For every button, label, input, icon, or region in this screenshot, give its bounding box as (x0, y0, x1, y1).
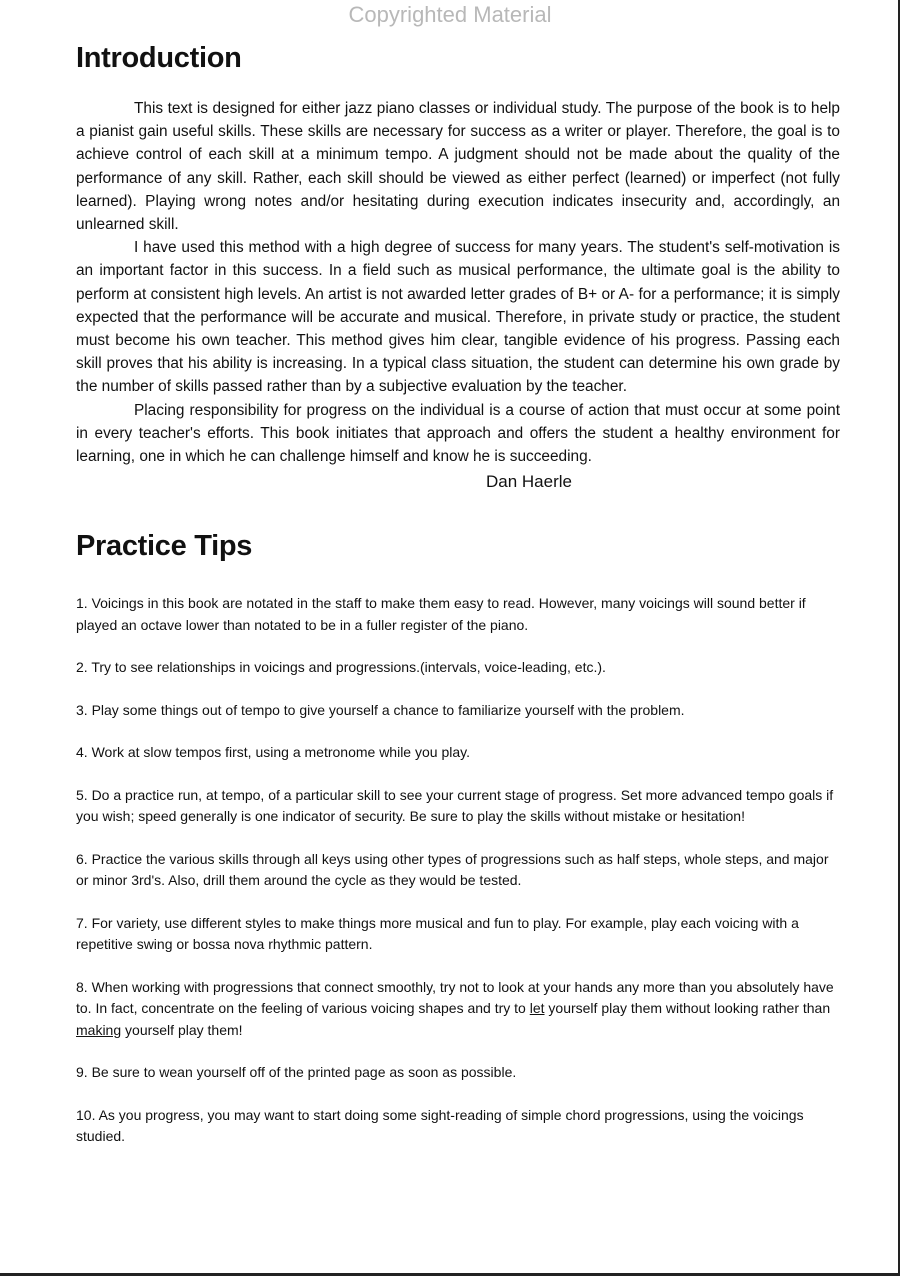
tip-item: 3. Play some things out of tempo to give yourself a chance to familiarize yourself with the problem. (76, 701, 685, 718)
author-signature: Dan Haerle (486, 472, 572, 492)
intro-paragraph-2: I have used this method with a high degree of success for many years. The student's self-motivation is an important factor in this success. In a field such as musical performance, the ultimate goal is the ability to perform at consistent high levels. An artist is not awarded letter grades of B+ or A- for a performance; it is simply expected that the performance will be accurate and musical. Therefore, in private study or practice, the student must become his own teacher. This method gives him clear, tangible evidence of his progress. Passing each skill proves that his ability is increasing. In a typical class situation, the student can determine his own grade by the number of skills passed rather than by a subjective evaluation by the teacher. (76, 239, 840, 396)
tip-item: 9. Be sure to wean yourself off of the printed page as soon as possible. (76, 1064, 517, 1081)
tip-item: 2. Try to see relationships in voicings and progressions.(intervals, voice-leading, etc.). (76, 659, 606, 676)
tip-8-text: yourself play them! (121, 1021, 243, 1038)
tip-item: 10. As you progress, you may want to start doing some sight-reading of simple chord progressions, using the voicings studied. (76, 1106, 804, 1145)
practice-tips-heading: Practice Tips (76, 530, 253, 563)
introduction-heading: Introduction (76, 42, 242, 74)
tip-item: 7. For variety, use different styles to make things more musical and fun to play. For example, play each voicing with a repetitive swing or bossa nova rhythmic pattern. (76, 914, 799, 953)
introduction-body (76, 97, 840, 468)
tip-item-8 (76, 977, 840, 1042)
tip-item: 6. Practice the various skills through all keys using other types of progressions such as half steps, whole steps, and major or minor 3rd's. Also, drill them around the cycle as they would be tested. (76, 850, 829, 889)
intro-paragraph-3: Placing responsibility for progress on the individual is a course of action that must occur at some point in every teacher's efforts. This book initiates that approach and offers the student a healthy environment for learning, one in which he can challenge himself and know he is succeeding. (76, 401, 840, 466)
tip-8-underlined-making: making (76, 1021, 122, 1038)
tip-8-underlined-let: let (529, 1000, 545, 1017)
tip-item: 1. Voicings in this book are notated in the staff to make them easy to read. However, many voicings will sound better if played an octave lower than notated to be in a fuller register of the piano. (76, 595, 806, 633)
intro-paragraph-1: This text is designed for either jazz piano classes or individual study. The purpose of the book is to help a pianist gain useful skills. These skills are necessary for success as a writer or player. Therefore, the goal is to achieve control of each skill at a minimum tempo. A judgment should not be made about the quality of the performance of any skill. Rather, each skill should be viewed as either perfect (learned) or imperfect (not fully learned). Playing wrong notes and/or hesitating during execution indicates insecurity and, accordingly, an unlearned skill. (76, 100, 840, 234)
tip-8-text: yourself play them without looking rather than (544, 1000, 831, 1017)
tip-8-text: 8. When working with progressions that connect smoothly, try not to look at your hands any more than you absolutely have to. In fact, concentrate on the feeling of various voicing shapes and try to (76, 978, 834, 1017)
tip-item: 4. Work at slow tempos first, using a metronome while you play. (76, 744, 470, 761)
tip-item: 5. Do a practice run, at tempo, of a particular skill to see your current stage of progress. Set more advanced tempo goals if you wish; speed generally is one indicator of security. Be sure to play the skills without mistake or hesitation! (76, 786, 834, 825)
practice-tips-list (76, 593, 840, 1148)
document-page (76, 40, 840, 1169)
copyright-watermark: Copyrighted Material (348, 2, 552, 27)
